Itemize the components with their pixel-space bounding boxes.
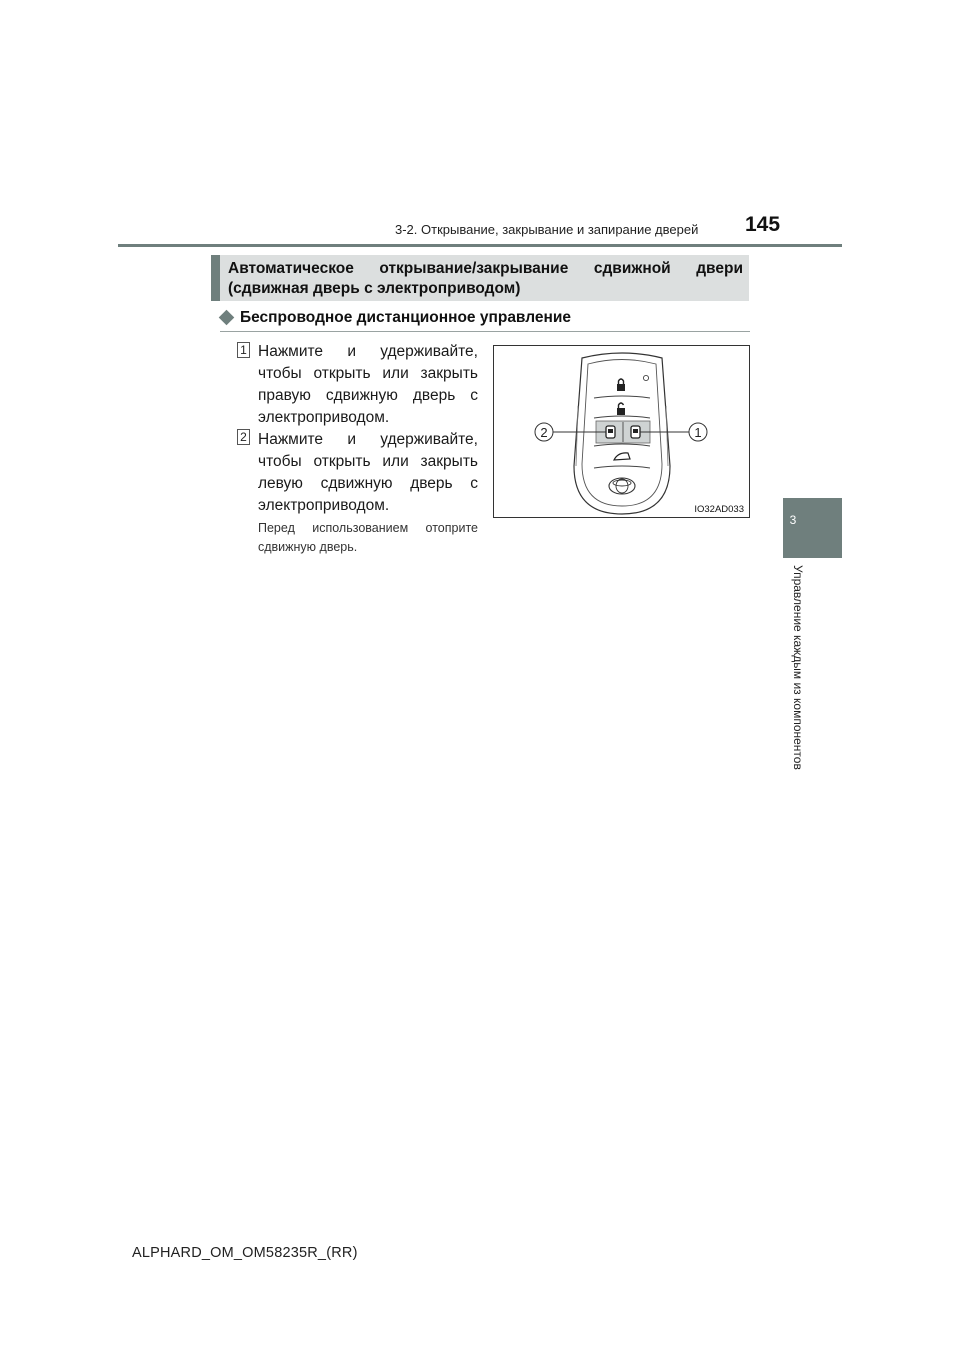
right-sliding-door-icon (631, 426, 640, 438)
page-number: 145 (745, 213, 781, 236)
figure-code: IO32AD033 (694, 504, 744, 515)
chapter-tab (783, 498, 842, 558)
chapter-title: Управление каждым из компонентов (791, 565, 805, 770)
item-number-badge: 2 (237, 429, 250, 445)
section-title-word: открывание/закрывание (379, 260, 569, 277)
footer-doc-id: ALPHARD_OM_OM58235R_(RR) (132, 1245, 358, 1261)
subsection-title: Беспроводное дистанционное управление (240, 309, 572, 326)
section-title-word: Автоматическое (228, 260, 354, 277)
item-number-badge: 1 (237, 342, 250, 358)
section-heading-box (211, 255, 749, 301)
chapter-number: 3 (789, 513, 797, 527)
left-sliding-door-icon (606, 426, 615, 438)
section-title-line-1 (228, 259, 743, 279)
callout-label-left: 2 (540, 425, 548, 440)
running-header-section: 3-2. Открывание, закрывание и запирание дверей (395, 222, 699, 237)
subsection-divider (220, 331, 750, 332)
subsection-heading (220, 309, 571, 327)
diamond-bullet-icon (219, 310, 235, 326)
section-title-line-2: (сдвижная дверь с электроприводом) (228, 280, 521, 297)
item-text: Нажмите и удерживайте, чтобы открыть или закрыть правую сдвижную дверь с электроприводом. (258, 343, 478, 426)
chapter-title-container (788, 565, 808, 800)
section-title-word: двери (696, 260, 743, 277)
item-text: Нажмите и удерживайте, чтобы открыть или закрыть левую сдвижную дверь с электроприводом. (258, 431, 478, 514)
note-text: Перед использованием отоприте сдвижную дверь. (258, 521, 478, 554)
section-title-word: сдвижной (593, 260, 671, 277)
key-fob-drawing (494, 346, 749, 517)
callout-label-right: 1 (694, 425, 702, 440)
key-fob-illustration (493, 345, 750, 518)
header-divider (118, 244, 842, 247)
